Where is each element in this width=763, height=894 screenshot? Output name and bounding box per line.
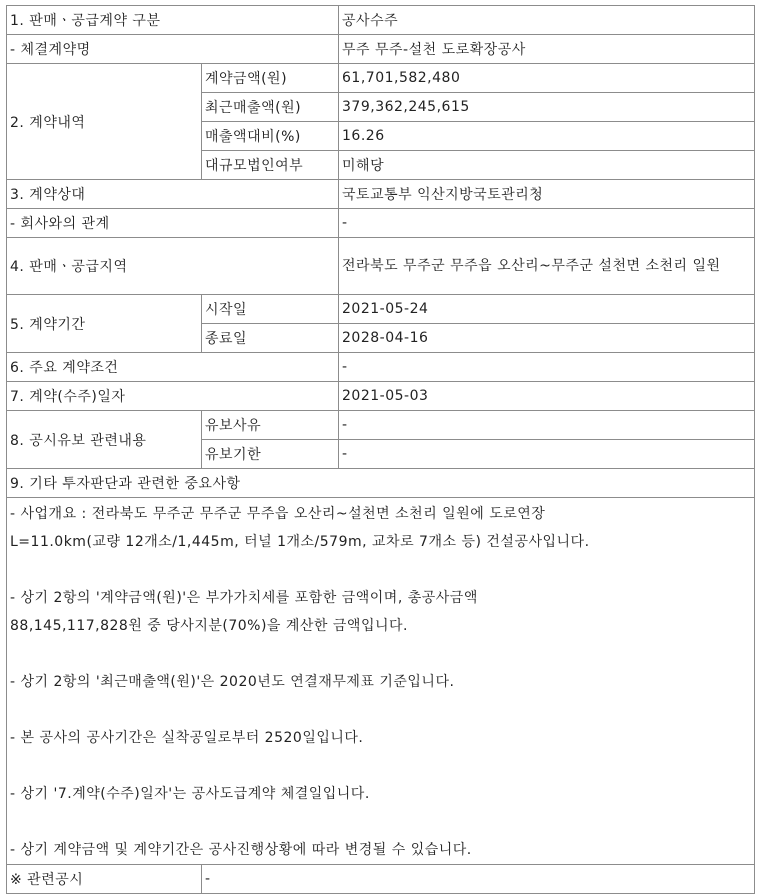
relationship-value: -: [339, 209, 755, 238]
sales-ratio-label: 매출액대비(%): [202, 122, 339, 151]
row-main-terms: [7, 353, 755, 382]
start-date-value: 2021-05-24: [339, 295, 755, 324]
row-counterparty: [7, 180, 755, 209]
defer-deadline-label: 유보기한: [202, 440, 339, 469]
note-line: - 본 공사의 공사기간은 실착공일로부터 2520일입니다.: [10, 730, 364, 746]
supply-region-label: 4. 판매ㆍ공급지역: [7, 238, 339, 295]
end-date-value: 2028-04-16: [339, 324, 755, 353]
defer-deadline-value: -: [339, 440, 755, 469]
note-line: 88,145,117,828원 중 당사지분(70%)을 계산한 금액입니다.: [10, 618, 408, 634]
defer-reason-value: -: [339, 411, 755, 440]
main-terms-value: -: [339, 353, 755, 382]
note-line: - 상기 '7.계약(수주)일자'는 공사도급계약 체결일입니다.: [10, 786, 370, 802]
row-contract-name: [7, 35, 755, 64]
contract-amount-value: 61,701,582,480: [339, 64, 755, 93]
contract-name-value: 무주 무주-설천 도로확장공사: [339, 35, 755, 64]
relationship-label: - 회사와의 관계: [7, 209, 339, 238]
contract-date-value: 2021-05-03: [339, 382, 755, 411]
counterparty-label: 3. 계약상대: [7, 180, 339, 209]
end-date-label: 종료일: [202, 324, 339, 353]
supply-region-value: 전라북도 무주군 무주읍 오산리~무주군 설천면 소천리 일원: [339, 238, 755, 295]
contract-details-label: 2. 계약내역: [7, 64, 202, 180]
contract-type-value: 공사수주: [339, 6, 755, 35]
large-corp-label: 대규모법인여부: [202, 151, 339, 180]
row-relationship: [7, 209, 755, 238]
large-corp-value: 미해당: [339, 151, 755, 180]
sales-ratio-value: 16.26: [339, 122, 755, 151]
note-line: - 상기 계약금액 및 계약기간은 공사진행상황에 따라 변경될 수 있습니다.: [10, 842, 472, 858]
start-date-label: 시작일: [202, 295, 339, 324]
contract-name-label: - 체결계약명: [7, 35, 339, 64]
contract-period-label: 5. 계약기간: [7, 295, 202, 353]
row-defer-reason: [7, 411, 755, 440]
note-line: - 상기 2항의 '계약금액(원)'은 부가가치세를 포함한 금액이며, 총공사금액: [10, 590, 478, 606]
row-contract-amount: [7, 64, 755, 93]
note-line: - 상기 2항의 '최근매출액(원)'은 2020년도 연결재무제표 기준입니다.: [10, 674, 455, 690]
row-period-start: [7, 295, 755, 324]
note-line: - 사업개요 : 전라북도 무주군 무주군 무주읍 오산리~설천면 소천리 일원에 도로연장: [10, 506, 546, 522]
disclosure-defer-label: 8. 공시유보 관련내용: [7, 411, 202, 469]
notes-cell: [7, 498, 755, 865]
recent-sales-label: 최근매출액(원): [202, 93, 339, 122]
recent-sales-value: 379,362,245,615: [339, 93, 755, 122]
counterparty-value: 국토교통부 익산지방국토관리청: [339, 180, 755, 209]
contract-type-label: 1. 판매ㆍ공급계약 구분: [7, 6, 339, 35]
defer-reason-label: 유보사유: [202, 411, 339, 440]
disclosure-table: [6, 5, 755, 894]
row-notes: [7, 498, 755, 865]
contract-amount-label: 계약금액(원): [202, 64, 339, 93]
row-contract-date: [7, 382, 755, 411]
related-disclosure-value: -: [202, 865, 755, 894]
contract-date-label: 7. 계약(수주)일자: [7, 382, 339, 411]
other-matters-label: 9. 기타 투자판단과 관련한 중요사항: [7, 469, 755, 498]
related-disclosure-label: ※ 관련공시: [7, 865, 202, 894]
row-contract-type: [7, 6, 755, 35]
row-related-disclosure: [7, 865, 755, 894]
main-terms-label: 6. 주요 계약조건: [7, 353, 339, 382]
row-supply-region: [7, 238, 755, 295]
row-other-matters: [7, 469, 755, 498]
note-line: L=11.0km(교량 12개소/1,445m, 터널 1개소/579m, 교차로 7개소 등) 건설공사입니다.: [10, 534, 590, 550]
